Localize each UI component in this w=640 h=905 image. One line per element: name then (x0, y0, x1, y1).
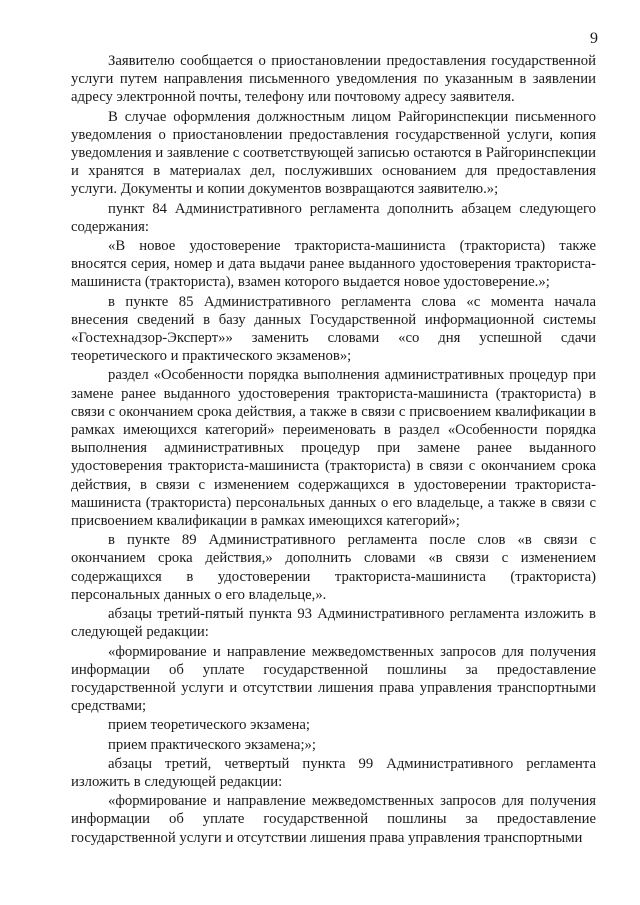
paragraph: раздел «Особенности порядка выполнения административных процедур при замене ранее выданного удостоверения тракториста-машиниста (тракториста) в связи с окончанием срока действия, а также в связи с присвоением квалификации в рамках имеющихся категорий» переименовать в раздел «Особенности порядка выполнения административных процедур при замене ранее выданного удостоверения тракториста-машиниста (тракториста) в связи с окончанием срока действия, в связи с изменением содержащихся в удостоверении тракториста-машиниста (тракториста) персональных данных о его владельце, а также в связи с присвоением квалификации в рамках имеющихся категорий»; (71, 367, 596, 530)
document-body (71, 52, 596, 848)
paragraph: в пункте 85 Административного регламента слова «с момента начала внесения сведений в базу данных Государственной информационной системы «Гостехнадзор-Эксперт»» заменить словами «со дня успешной сдачи теоретического и практического экзаменов»; (71, 293, 596, 365)
paragraph: абзацы третий, четвертый пункта 99 Административного регламента изложить в следующей редакции: (71, 755, 596, 790)
paragraph: «формирование и направление межведомственных запросов для получения информации об уплате государственной пошлины за предоставление государственной услуги и отсутствии лишения права управления транспортными (71, 793, 596, 846)
page-number: 9 (590, 30, 598, 47)
paragraph: В случае оформления должностным лицом Райгоринспекции письменного уведомления о приостановлении предоставления государственной услуги, копия уведомления и заявление с соответствующей записью остаются в Райгоринспекции и хранятся в материалах дел, послуживших основанием для предоставления услуги. Документы и копии документов возвращаются заявителю.»; (71, 108, 596, 198)
paragraph: «формирование и направление межведомственных запросов для получения информации об уплате государственной пошлины за предоставление государственной услуги и отсутствии лишения права управления транспортными средствами; (71, 643, 596, 715)
paragraph: прием теоретического экзамена; (108, 717, 311, 734)
paragraph: прием практического экзамена;»; (108, 736, 316, 753)
paragraph: пункт 84 Административного регламента дополнить абзацем следующего содержания: (71, 200, 596, 235)
paragraph: «В новое удостоверение тракториста-машиниста (тракториста) также вносятся серия, номер и дата выдачи ранее выданного удостоверения тракториста-машиниста (тракториста), взамен которого выдается новое удостоверение.»; (71, 238, 596, 291)
paragraph: в пункте 89 Административного регламента после слов «в связи с окончанием срока действия,» дополнить словами «в связи с изменением содержащихся в удостоверении тракториста-машиниста (тракториста) персональных данных о его владельце,». (71, 532, 596, 603)
paragraph: абзацы третий-пятый пункта 93 Административного регламента изложить в следующей редакции: (71, 606, 596, 641)
paragraph: Заявителю сообщается о приостановлении предоставления государственной услуги путем направления письменного уведомления по указанным в заявлении адресу электронной почты, телефону или почтовому адресу заявителя. (71, 53, 596, 106)
